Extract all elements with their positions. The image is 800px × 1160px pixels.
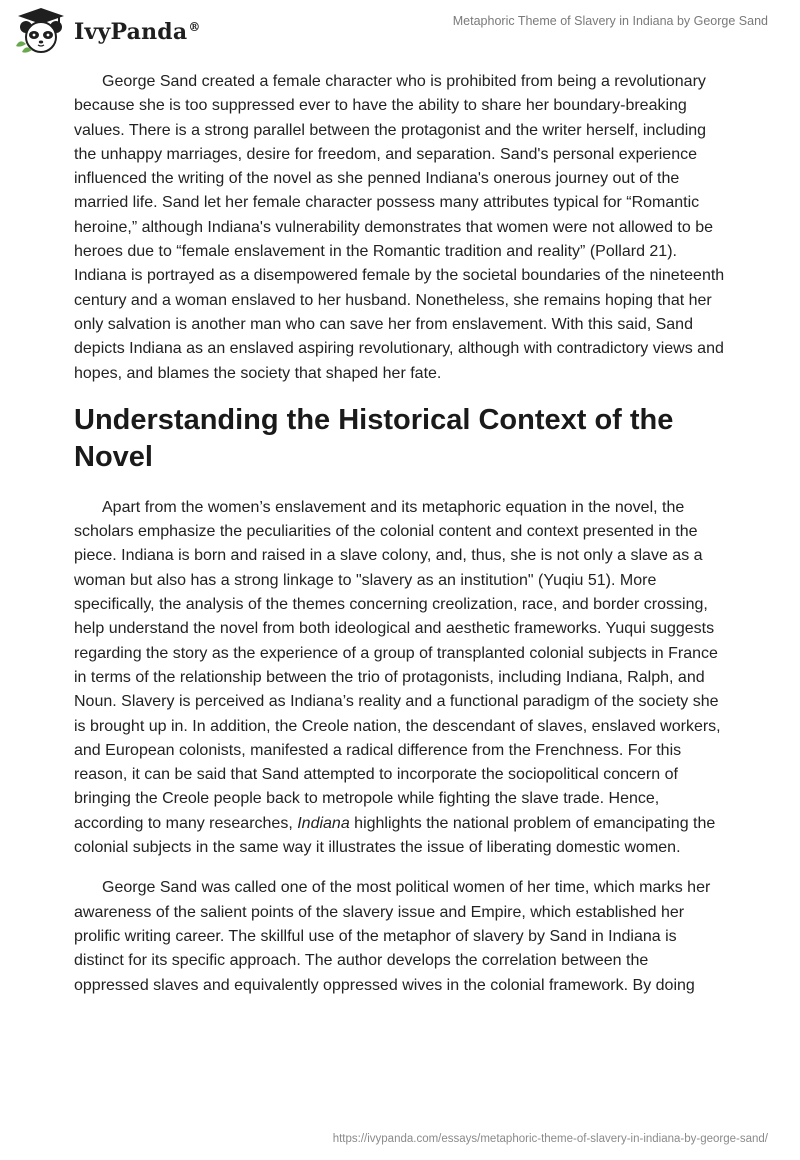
panda-graduate-icon — [12, 6, 70, 56]
article-body — [74, 70, 726, 1014]
paragraph-2 — [74, 496, 726, 860]
document-title: Metaphoric Theme of Slavery in Indiana by George Sand — [452, 14, 768, 28]
paragraph-2-text-a: Apart from the women’s enslavement and its metaphoric equation in the novel, the scholars emphasize the peculiarities of the colonial content and context presented in the piece. Indiana is born and raised in a slave colony, and, thus, she is not only a slave as a woman but also has a strong linkage to "slavery as an institution" (Yuqiu 51). More specifically, the analysis of the themes concerning creolization, race, and border crossing, help understand the novel from both ideological and aesthetic frameworks. Yuqui suggests regarding the story as the experience of a group of transplanted colonial subjects in France in terms of the relationship between the trio of protagonists, including Indiana, Ralph, and Noun. Slavery is perceived as Indiana’s reality and a functional paradigm of the society she is brought up in. In addition, the Creole nation, the descendant of slaves, enslaved workers, and European colonists, manifested a radical difference from the Frenchness. For this reason, it can be said that Sand attempted to incorporate the sociopolitical concern of bringing the Creole people back to metropole while fighting the slave trade. Hence, according to many researches, — [74, 498, 721, 832]
section-heading: Understanding the Historical Context of the Novel — [74, 403, 674, 473]
novel-title-italic: Indiana — [297, 814, 350, 832]
logo-wordmark — [74, 19, 201, 45]
registered-mark: ® — [188, 19, 201, 34]
ivypanda-logo[interactable] — [12, 6, 201, 56]
paragraph-2-text-b: highlights the national problem of emancipating the colonial subjects in the same way it illustrates the issue of liberating domestic women. — [74, 814, 716, 857]
logo-text: IvyPanda — [74, 19, 188, 45]
paragraph-3: George Sand was called one of the most political women of her time, which marks her awareness of the salient points of the slavery issue and Empire, which established her prolific writing career. The skillful use of the metaphor of slavery by Sand in Indiana is distinct for its specific approach. The author develops the correlation between the oppressed slaves and equivalently oppressed wives in the colonial framework. By doing — [74, 879, 711, 994]
source-url[interactable]: https://ivypanda.com/essays/metaphoric-theme-of-slavery-in-indiana-by-george-sand/ — [332, 1133, 768, 1145]
page-header — [0, 0, 800, 62]
paragraph-1: George Sand created a female character who is prohibited from being a revolutionary because she is too suppressed ever to have the ability to share her boundary-breaking values. There is a strong parallel between the protagonist and the writer herself, including the unhappy marriages, desire for freedom, and separation. Sand's personal experience influenced the writing of the novel as she penned Indiana's onerous journey out of the married life. Sand let her female character possess many attributes typical for “Romantic heroine,” although Indiana's vulnerability demonstrates that women were not allowed to be heroes due to “female enslavement in the Romantic tradition and reality” (Pollard 21). Indiana is portrayed as a disempowered female by the societal boundaries of the nineteenth century and a woman enslaved to her husband. Nonetheless, she remains hoping that her only salvation is another man who can save her from enslavement. With this said, Sand depicts Indiana as an enslaved aspiring revolutionary, although with contradictory views and hopes, and blames the society that shaped her fate. — [74, 73, 725, 382]
